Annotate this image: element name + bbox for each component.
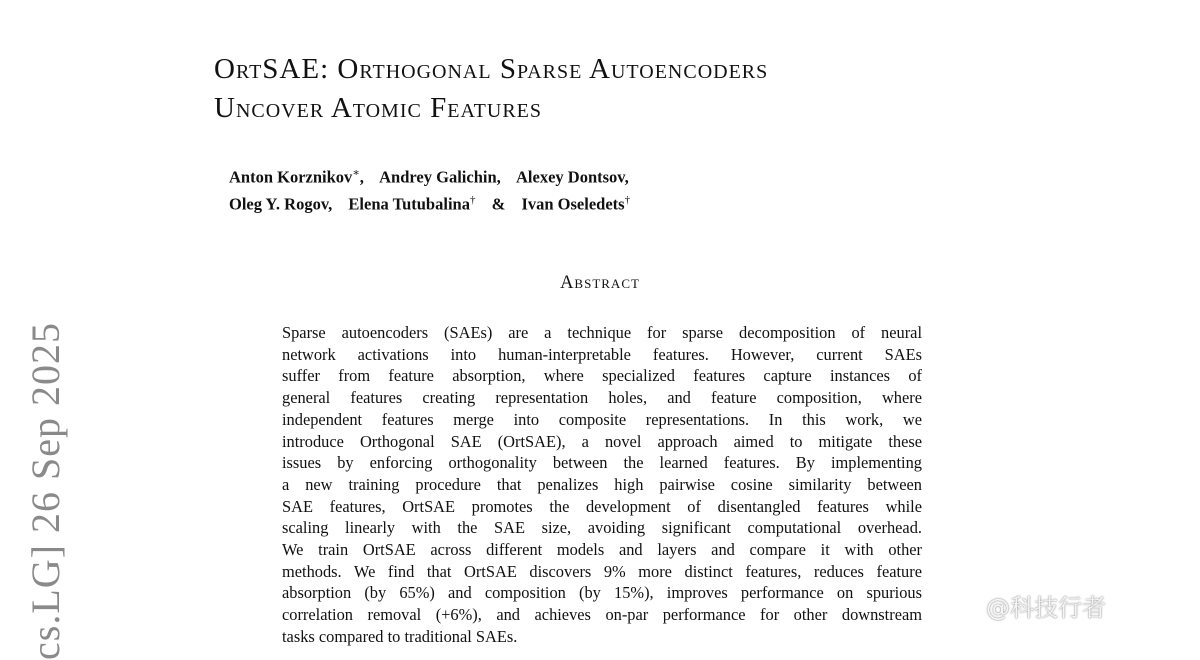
author-name: Ivan Oseledets — [521, 194, 625, 213]
abstract-line: We train OrtSAE across different models and layers and compare it with other — [282, 540, 922, 560]
abstract-line: issues by enforcing orthogonality between the learned features. By implementing — [282, 453, 922, 473]
abstract-line: scaling linearly with the SAE size, avoiding significant computational overhead. — [282, 518, 922, 538]
author-affiliation-mark: † — [624, 193, 631, 206]
author-line-2 — [229, 189, 929, 216]
author-name: Andrey Galichin, — [379, 167, 501, 187]
abstract-line: general features creating representation holes, and feature composition, where — [282, 388, 922, 408]
arxiv-stamp: cs.LG] 26 Sep 2025 — [23, 322, 68, 660]
paper-title-line-1: OrtSAE: Orthogonal Sparse Autoencoders — [214, 53, 769, 85]
author-affiliation-mark: ∗ — [352, 167, 360, 179]
abstract-line: tasks compared to traditional SAEs. — [282, 626, 518, 646]
author-name: Elena Tutubalina — [348, 194, 470, 213]
abstract-line: suffer from feature absorption, where specialized features capture instances of — [282, 366, 922, 386]
abstract-line: a new training procedure that penalizes high pairwise cosine similarity between — [282, 474, 922, 494]
author-list — [229, 162, 929, 215]
author-name: Alexey Dontsov, — [516, 167, 629, 187]
abstract-heading: Abstract — [560, 273, 640, 293]
abstract-line: correlation removal (+6%), and achieves on-par performance for other downstream — [282, 605, 922, 625]
abstract-line: methods. We find that OrtSAE discovers 9% more distinct features, reduces feature — [282, 561, 922, 581]
paper-title — [214, 50, 994, 128]
abstract-body — [282, 322, 922, 648]
author-affiliation-mark: † — [469, 193, 476, 206]
abstract-line: independent features merge into composite representations. In this work, we — [282, 409, 922, 429]
abstract-line: SAE features, OrtSAE promotes the development of disentangled features while — [282, 496, 922, 516]
abstract-line: Sparse autoencoders (SAEs) are a technique for sparse decomposition of neural — [282, 323, 922, 342]
author-name: Oleg Y. Rogov, — [229, 194, 333, 213]
abstract-line: absorption (by 65%) and composition (by 15%), improves performance on spurious — [282, 583, 922, 603]
abstract-line: network activations into human-interpretable features. However, current SAEs — [282, 344, 922, 364]
author-separator: , — [359, 167, 364, 187]
paper-title-line-2: Uncover Atomic Features — [214, 92, 543, 124]
watermark: @科技行者 — [986, 594, 1106, 622]
author-line-1 — [229, 162, 929, 189]
abstract-line: introduce Orthogonal SAE (OrtSAE), a novel approach aimed to mitigate these — [282, 431, 922, 451]
author-ampersand: & — [491, 194, 506, 213]
author-name: Anton Korznikov — [229, 167, 353, 187]
